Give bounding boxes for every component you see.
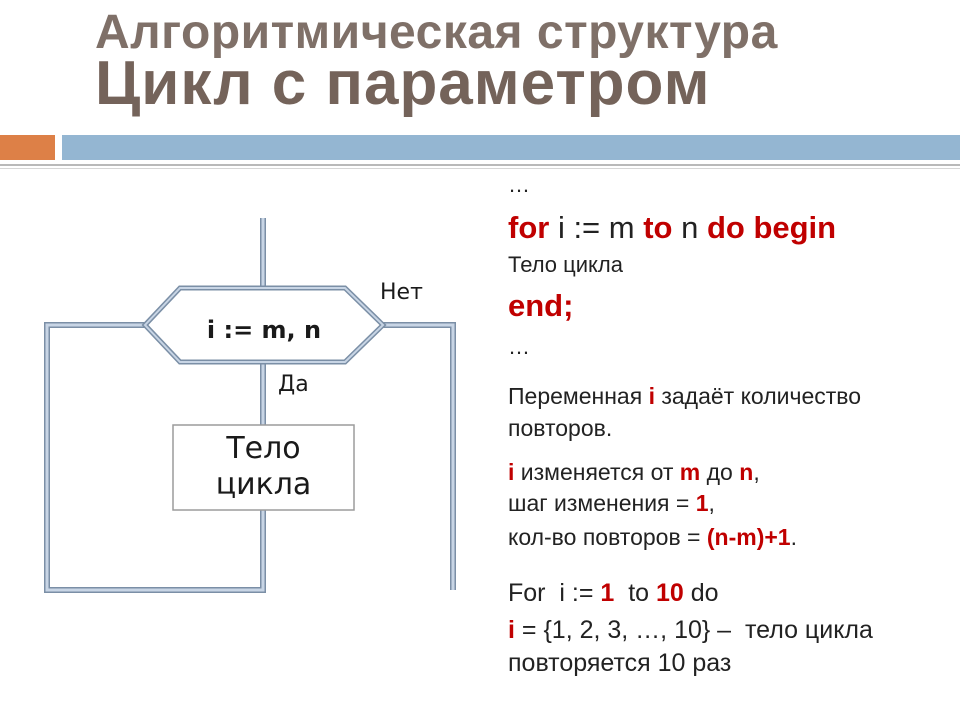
loop-end-value: n: [672, 210, 707, 245]
note-count-formula: (n-m)+1: [706, 524, 791, 550]
no-branch-connector-highlight: [381, 325, 453, 590]
keyword-for: for: [508, 210, 550, 245]
example-text: to: [614, 579, 656, 607]
no-branch-label: Нет: [380, 280, 423, 305]
example-text: For i :=: [508, 579, 601, 607]
note-step-line: [508, 492, 715, 515]
code-ellipsis-top: …: [508, 172, 530, 197]
for-statement-line: [508, 212, 836, 243]
note-end-n: n: [739, 459, 754, 485]
example-variable-i: i: [508, 616, 515, 644]
example-for-line: [508, 581, 719, 606]
loop-body-label-line1: Тело: [226, 431, 301, 466]
keyword-end: end;: [508, 288, 574, 323]
note-start-m: m: [679, 459, 701, 485]
yes-branch-label: Да: [278, 372, 309, 397]
loop-variable-assign: i := m: [549, 210, 644, 245]
no-branch-connector: [381, 325, 453, 590]
example-text: do: [683, 579, 719, 607]
connector-lines: [47, 218, 453, 590]
example-start-value: 1: [600, 579, 615, 607]
note-text: ,: [708, 490, 715, 516]
note-variable-line2: повторов.: [508, 415, 613, 441]
note-count-line: [508, 526, 797, 549]
note-text: изменяется от: [514, 459, 680, 485]
note-text: ,: [753, 459, 760, 485]
example-set-line: [508, 618, 873, 643]
note-range-line: [508, 461, 760, 484]
example-text: = {1, 2, 3, …, 10} – тело цикла: [514, 616, 873, 644]
note-text: Переменная: [508, 383, 649, 409]
note-variable-i: i: [508, 459, 515, 485]
keyword-do-begin: do begin: [706, 210, 837, 245]
note-text: задаёт количество: [654, 383, 862, 409]
note-variable-line1: [508, 385, 861, 408]
slide-title-line1: Алгоритмическая структура: [95, 6, 778, 59]
code-ellipsis-bottom: …: [508, 334, 530, 359]
loop-condition-label: i := m, n: [206, 316, 322, 344]
example-end-value: 10: [655, 579, 684, 607]
code-loop-body: Тело цикла: [508, 252, 623, 277]
loop-body-label-line2: цикла: [215, 467, 312, 502]
keyword-to: to: [643, 210, 673, 245]
note-variable-i: i: [648, 383, 655, 409]
note-text: кол-во повторов =: [508, 524, 707, 550]
loop-body-label: [173, 431, 354, 503]
slide-title-line2: Цикл с параметром: [95, 49, 711, 118]
example-repeat-line: повторяется 10 раз: [508, 649, 732, 677]
note-text: шаг изменения =: [508, 490, 696, 516]
note-step-value: 1: [695, 490, 709, 516]
note-text: до: [700, 459, 740, 485]
note-text: .: [790, 524, 797, 550]
